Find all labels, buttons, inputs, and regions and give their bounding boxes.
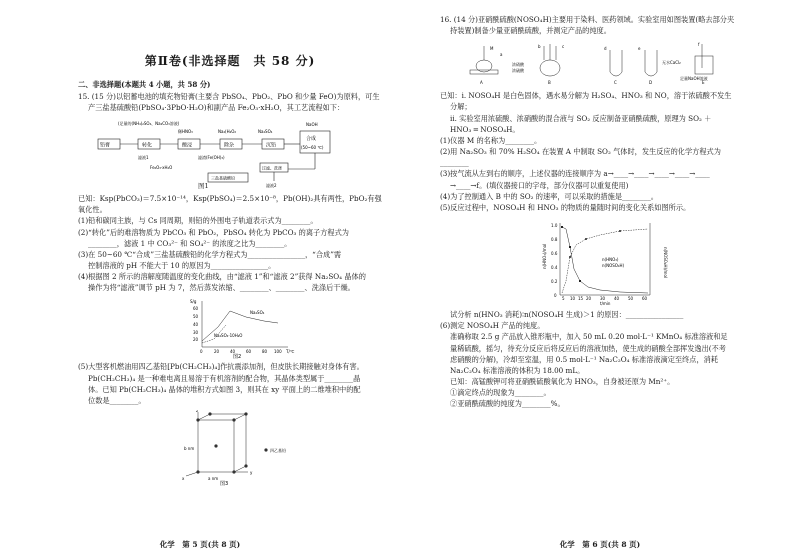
q15-intro: 15. (15 分)以铝蓄电池的填充物铅膏(主要含 PbSO₄、PbO₂、PbO 和少量 FeO)为原料，可生 (78, 91, 380, 101)
flow-hno3: 稀HNO₃ (178, 129, 193, 135)
fig2-ytick: 50 (193, 314, 199, 320)
q15-part-5d: 位数是________。 (88, 395, 146, 405)
chart-ytick: 0.8 (551, 237, 558, 243)
fig3-axis-z: z (196, 410, 199, 414)
flow-node-precip: 沉铅 (266, 142, 277, 149)
flow-residue: 滤渣(Fe(OH)₃) (198, 155, 225, 161)
q16-part-6: (6)测定 NOSO₄H 产品的纯度。 (440, 321, 545, 331)
apparatus-A: A (480, 80, 483, 86)
chart-ytick: 0.4 (551, 265, 558, 271)
q15-part-5a: (5)大型客机燃油用四乙基铅[Pb(CH₂CH₃)₄]作抗震添加剂，但皮肤长期接触对身体有害。 (78, 362, 364, 372)
chart-series-2: n(NOSO₄H) (602, 263, 625, 269)
flow-filtrate-2: 滤液2 (266, 183, 277, 189)
fig2-ytick: 20 (193, 337, 199, 343)
apparatus-C: C (614, 80, 617, 86)
flow-chart (78, 117, 382, 191)
q15-intro-2: 产三盐基硫酸铅(PbSO₄·3PbO·H₂O)和副产品 Fe₂O₃·xH₂O，其工艺流程如下： (88, 102, 345, 112)
figure-1-caption: 图1 (198, 182, 209, 191)
chart-ytick: 0 (554, 293, 557, 299)
chart-xtick: 20 (586, 296, 592, 302)
apparatus-M: M (490, 46, 494, 52)
page-footer-right: 化学 第 6 页(共 8 页) (559, 540, 641, 550)
fig2-ytick: 40 (193, 322, 199, 328)
q15-part-5c: 体。已知 Pb(CH₂CH₃)₄ 晶体的堆积方式如图 3，则其在 xy 平面上的二维堆积中的配 (88, 384, 361, 394)
fig2-curve-2: Na₂SO₄·10H₂O (214, 333, 243, 339)
port-b: b (538, 44, 541, 50)
right-page (400, 0, 800, 559)
apparatus-sulfuric: 浓硫酸 (512, 68, 524, 74)
flow-reagent-3: Na₂(H₂O₂ (218, 129, 236, 135)
chart-ytick: 0.6 (551, 251, 558, 257)
q16-part-6g: ②亚硝酰硫酸的纯度为________%。 (450, 399, 565, 409)
fig2-xlabel: T/℃ (286, 349, 295, 355)
chart-x-label: t/min (600, 301, 611, 307)
fig2-xtick: 60 (246, 349, 252, 355)
flow-node-convert: 转化 (142, 142, 153, 149)
flow-node-synth: 合成 (306, 136, 317, 143)
known-2b: HNO₃ ═ NOSO₄H。 (450, 124, 520, 134)
chart-xtick: 50 (628, 296, 634, 302)
q15-part-2a: (2)“转化”后的难溶物质为 PbCO₃ 和 PbO₂，PbSO₄ 转化为 PbCO₃ 的离子方程式为 (78, 227, 349, 237)
chart-xtick: 10 (570, 296, 576, 302)
chart-ytick: 1.0 (551, 223, 558, 229)
chart-xtick: 15 (578, 296, 584, 302)
port-a: a (500, 52, 503, 58)
chart-y-left-label: n(HNO₃)/mol (542, 243, 547, 270)
q16-part-3a: (3)按气流从左到右的顺序，上述仪器的连接顺序为 a→____→____→____→____→____ (440, 169, 710, 179)
fig2-ytick: 30 (193, 330, 199, 336)
q16-part-6f: ①滴定终点的现象为________。 (450, 388, 551, 398)
q15-part-5b: Pb(CH₂CH₃)₄ 是一种难电离且易溶于有机溶剂的配合物，其晶体类型属于________晶 (88, 373, 361, 383)
apparatus-D: D (649, 80, 653, 86)
flow-filtrate-1: 滤液1 (138, 155, 149, 161)
fig2-xtick: 20 (214, 349, 220, 355)
flow-naoh: NaOH (306, 122, 318, 128)
known-1b: 分解； (450, 102, 472, 112)
flow-node-purify: 除杂 (224, 142, 235, 149)
q16-part-1: (1)仪器 M 的名称为________。 (440, 135, 542, 145)
port-e: e (638, 46, 641, 52)
fig3-caption: 图3 (220, 481, 229, 487)
chart-xtick: 30 (600, 296, 606, 302)
reaction-chart (540, 217, 740, 307)
q16-part-5b: 试分析 n(HNO₃ 消耗)∶n(NOSO₄H 生成)＞1 的原因：________________ (450, 310, 684, 320)
fig2-xtick: 80 (262, 349, 268, 355)
q15-part-2b: ________，滤液 1 中 CO₃²⁻ 和 SO₄²⁻ 的浓度之比为________。 (88, 238, 292, 248)
flow-node-leach: 酸浸 (182, 142, 193, 149)
flow-reagent-1: (足量的(NH₄)₂SO₄、Na₂CO₃溶液) (118, 121, 180, 127)
q16-part-6a: 准确称取 2.5 g 产品放入锥形瓶中，加入 50 mL 0.20 mol·L⁻¹ KMnO₄ 标准溶液和足 (450, 332, 728, 342)
fig2-ylabel: S/g (190, 299, 197, 305)
apparatus-figure (440, 40, 740, 88)
q16-part-6c: 虑硝酸的分解)，冷却至室温，用 0.5 mol·L⁻¹ Na₂C₂O₄ 标准溶液滴定至终点，消耗 (450, 354, 719, 364)
apparatus-cacl2: 无水CaCl₂ (662, 60, 681, 66)
q15-ksp: 已知：Ksp(PbCO₃)＝7.5×10⁻¹⁴，Ksp(PbSO₄)＝2.5×10⁻⁸，Pb(OH)₂具有两性，PbO₂有强氧化性。 (78, 194, 382, 215)
q15-part-1: (1)铅和碳同主族，与 Cs 同周期，则铅的外围电子轨道表示式为________。 (78, 216, 318, 226)
q16-part-6b: 量稀硫酸，摇匀，待充分反应后将反应后的溶液加热，使生成的硝酸全部挥发逸出(不考 (450, 343, 726, 353)
section-heading: 二、非选择题(本题共 4 小题，共 58 分) (78, 79, 211, 89)
q15-part-3b: 控制溶液的 pH 不能大于 10 的原因为________________。 (88, 261, 276, 270)
q16-part-6e: 已知：高锰酸钾可将亚硝酰硫酸氧化为 HNO₃，自身被还原为 Mn²⁺。 (450, 376, 675, 386)
fig2-caption: 图2 (233, 354, 242, 360)
known-1: 已知：ⅰ. NOSO₄H 是白色固体，遇水易分解为 H₂SO₄、HNO₃ 和 NO，溶于浓硫酸不发生 (440, 91, 732, 101)
flow-na2so4: Na₂SO₄ (258, 129, 273, 135)
section-title: 第Ⅱ卷(非选择题 共 58 分) (144, 54, 316, 68)
port-d: d (604, 46, 607, 52)
flow-byproduct: Fe₂O₃·xH₂O (150, 165, 173, 171)
fig3-width-label: a nm (208, 476, 219, 482)
q16-part-5: (5)反应过程中，NOSO₄H 和 HNO₃ 的物质的量随时间的变化关系如图所示。 (440, 202, 691, 212)
q16-part-6d: Na₂C₂O₄ 标准溶液的体积为 18.00 mL。 (450, 365, 585, 375)
flow-filter: 过滤、洗涤 (262, 165, 282, 171)
q15-part-3a: (3)在 50~60 ℃“合成”三盐基硫酸铅的化学方程式为________________，“合成”需 (78, 249, 342, 259)
flow-node-paste: 铅膏 (100, 142, 111, 149)
flow-temp: (50~60 ℃) (301, 145, 324, 151)
apparatus-B: B (548, 80, 551, 86)
apparatus-E: E (702, 80, 705, 86)
port-f: f (698, 42, 700, 48)
flow-product: 三盐基硫酸铅 (211, 175, 235, 181)
fig2-xtick: 0 (200, 349, 203, 355)
crystal-figure (168, 410, 382, 486)
fig3-axis-x: x (182, 476, 185, 482)
q16-part-4: (4)为了控制通入 B 中的 SO₂ 的速率，可以采取的措施是________。 (440, 191, 658, 201)
fig3-height-label: b nm (184, 446, 195, 452)
q16-intro: 16. (14 分)亚硝酰硫酸(NOSO₄H)主要用于染料、医药领域。实验室用如图装置(略去部分夹 (440, 15, 735, 24)
chart-ytick: 0.2 (551, 279, 558, 285)
solubility-figure (188, 297, 382, 359)
chart-y-right-label: n(NOSO₄H)/mol (663, 247, 668, 278)
port-c: c (562, 44, 565, 50)
apparatus-naoh: 足量NaOH溶液 (680, 76, 708, 82)
apparatus-nitric: 浓硝酸 (512, 62, 524, 68)
page-footer-left: 化学 第 5 页(共 8 页) (159, 540, 241, 550)
fig3-axis-y: y (250, 470, 253, 476)
known-2: ⅱ. 实验室用浓硫酸、浓硝酸的混合液与 SO₂ 反应制备亚硝酰硫酸，原理为 SO₂ ＋ (450, 113, 712, 123)
chart-xtick: 5 (562, 296, 565, 302)
q15-part-4b: 操作为将“滤液”调节 pH 为 7，然后蒸发浓缩、________、________、洗涤后干燥。 (88, 283, 355, 293)
q16-part-2: (2)用 Na₂SO₃ 和 70% H₂SO₄ 在装置 A 中制取 SO₂ 气体时，发生反应的化学方程式为________ (440, 147, 721, 168)
fig3-legend: 四乙基铅 (270, 448, 286, 454)
fig2-xtick: 100 (274, 349, 282, 355)
fig2-curve-1: Na₂SO₄ (250, 310, 265, 316)
chart-xtick: 40 (614, 296, 620, 302)
fig2-xtick: 40 (230, 349, 236, 355)
q16-part-3b: →____→f。(填仪器接口的字母，部分仪器可以重复使用) (450, 180, 629, 190)
chart-series-1: n(HNO₃) (602, 257, 619, 263)
q15-part-4a: (4)根据图 2 所示的溶解度随温度的变化曲线，由“滤液 1”和“滤液 2”获得 Na₂SO₄ 晶体的 (78, 272, 366, 282)
fig2-ytick: 60 (193, 306, 199, 312)
chart-xtick: 60 (642, 296, 648, 302)
q16-intro-2: 持装置)制备少量亚硝酰硫酸，并测定产品的纯度。 (450, 26, 611, 36)
